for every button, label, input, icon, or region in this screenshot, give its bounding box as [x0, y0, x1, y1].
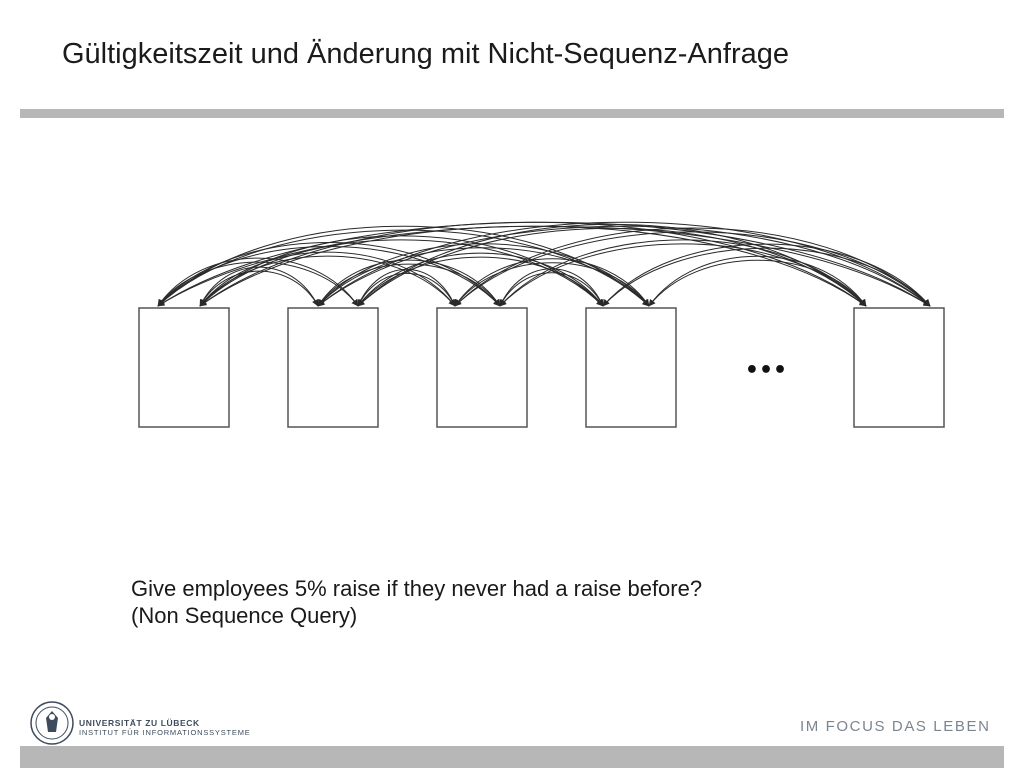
period-box-4	[586, 308, 676, 427]
arrow-group	[158, 222, 930, 306]
university-name: UNIVERSITÄT ZU LÜBECK	[79, 718, 200, 728]
dependency-arrow-1	[158, 262, 358, 306]
dependency-arrow-15	[318, 226, 930, 306]
period-box-5	[854, 308, 944, 427]
dependency-arrow-12	[358, 269, 455, 306]
period-box-3	[437, 308, 527, 427]
university-motto: IM FOCUS DAS LEBEN	[800, 718, 991, 735]
ellipsis-marker: •••	[744, 358, 788, 383]
dependency-arrow-26	[158, 226, 649, 306]
period-box-1	[139, 308, 229, 427]
dependency-arrow-33	[200, 226, 866, 306]
dependency-arrow-5	[158, 230, 649, 306]
dependency-arrow-7	[158, 226, 930, 306]
institute-name: INSTITUT FÜR INFORMATIONSSYSTEME	[79, 728, 251, 737]
period-box-2	[288, 308, 378, 427]
query-caption	[131, 575, 702, 629]
caption-line-1: Give employees 5% raise if they never had a raise before?	[131, 576, 703, 601]
caption-line-2: (Non Sequence Query)	[131, 603, 358, 628]
footer-bar	[20, 746, 1004, 768]
dependency-arrow-23	[455, 232, 930, 306]
dependency-arrow-16	[358, 224, 866, 306]
dependency-arrow-39	[649, 260, 866, 306]
dependency-arrow-35	[358, 228, 866, 306]
dependency-arrow-22	[500, 269, 603, 306]
slide-title: Gültigkeitszeit und Änderung mit Nicht-Sequenz-Anfrage	[62, 38, 789, 70]
